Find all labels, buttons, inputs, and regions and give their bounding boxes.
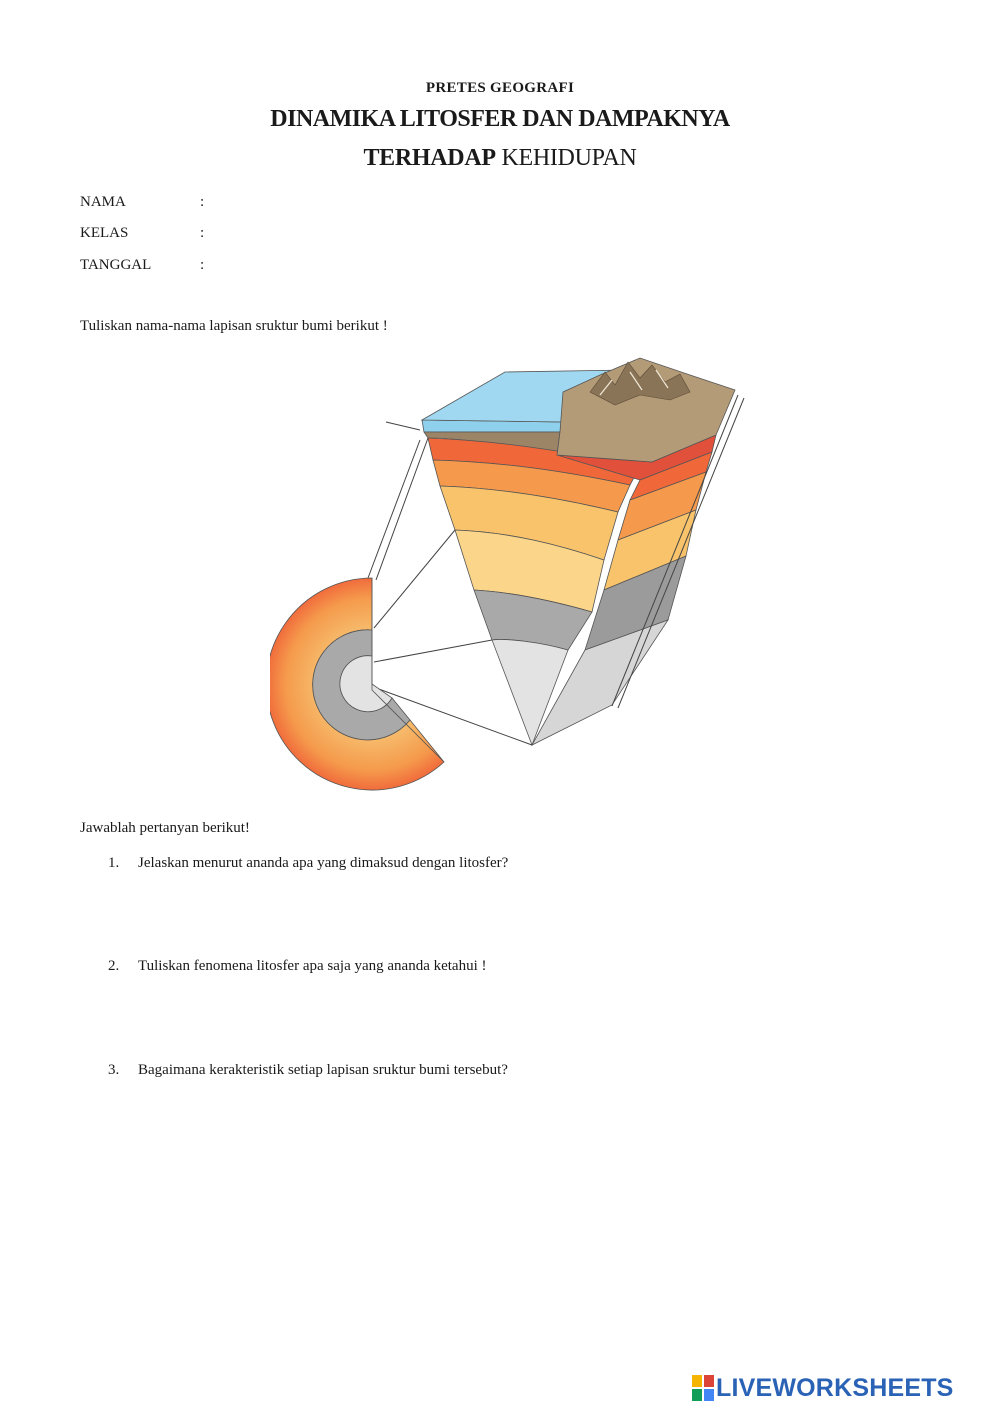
liveworksheets-wordmark: LIVEWORKSHEETS bbox=[716, 1373, 954, 1402]
question-3-text: Bagaimana kerakteristik setiap lapisan sruktur bumi tersebut? bbox=[138, 1062, 508, 1078]
name-label: NAMA bbox=[80, 194, 126, 210]
question-3-number: 3. bbox=[108, 1062, 120, 1078]
title-line2-bold: TERHADAP bbox=[363, 145, 496, 171]
earth-layers-diagram bbox=[270, 350, 760, 800]
question-2-number: 2. bbox=[108, 958, 120, 974]
liveworksheets-brand bbox=[692, 1373, 954, 1403]
questions-instruction: Jawablah pertanyan berikut! bbox=[80, 820, 250, 836]
worksheet-title-line2 bbox=[0, 145, 1000, 172]
worksheet-subtitle: PRETES GEOGRAFI bbox=[425, 80, 575, 96]
title-line2-regular: KEHIDUPAN bbox=[501, 145, 637, 171]
date-label: TANGGAL bbox=[80, 257, 152, 273]
question-2-text: Tuliskan fenomena litosfer apa saja yang ananda ketahui ! bbox=[138, 958, 487, 974]
question-1-text: Jelaskan menurut ananda apa yang dimaksud dengan litosfer? bbox=[138, 855, 509, 871]
worksheet-title: DINAMIKA LITOSFER DAN DAMPAKNYA bbox=[270, 106, 730, 132]
class-colon: : bbox=[200, 225, 205, 241]
date-colon: : bbox=[200, 257, 205, 273]
name-colon: : bbox=[200, 194, 205, 210]
class-label: KELAS bbox=[80, 225, 129, 241]
question-1-number: 1. bbox=[108, 855, 120, 871]
layers-instruction: Tuliskan nama-nama lapisan sruktur bumi berikut ! bbox=[80, 318, 388, 334]
liveworksheets-logo-icon bbox=[692, 1375, 714, 1401]
globe-inner-core bbox=[340, 656, 392, 712]
